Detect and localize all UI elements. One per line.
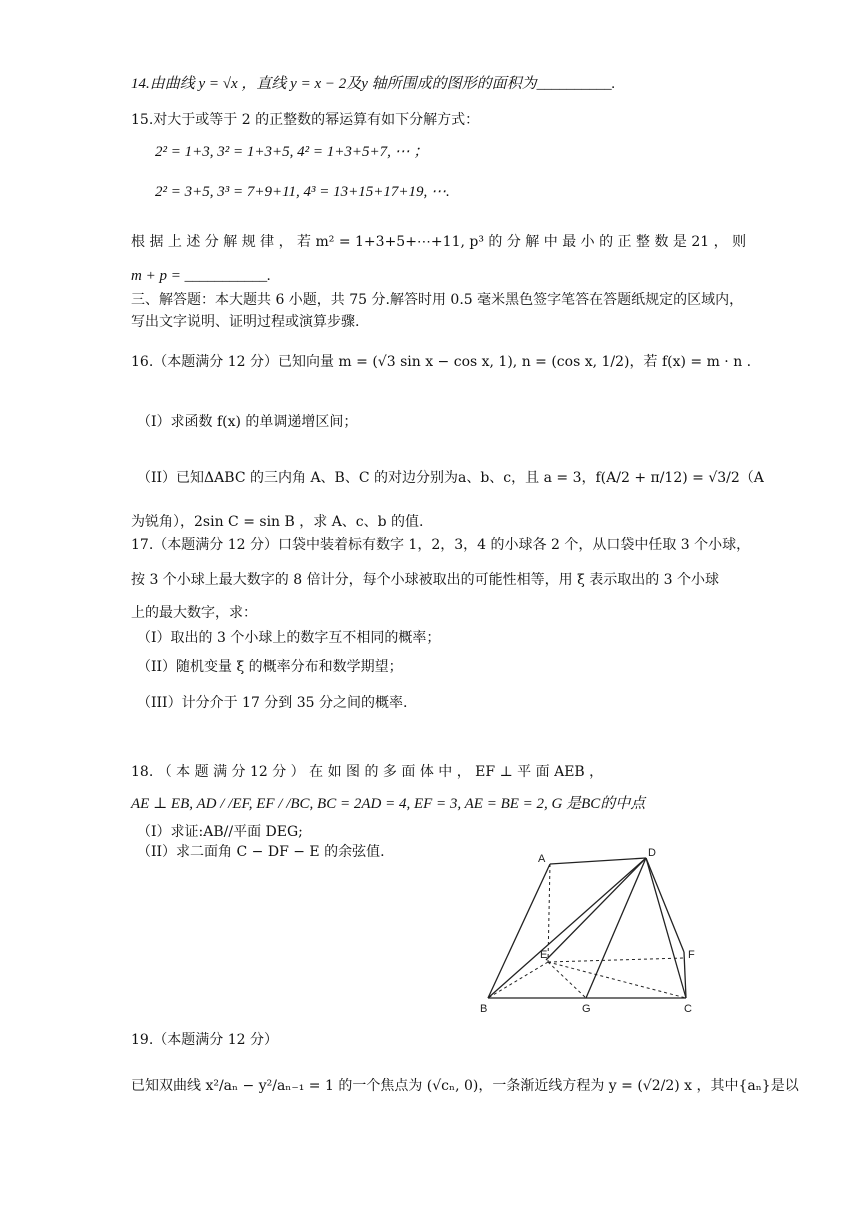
question-17-part-3: （III）计分介于 17 分到 35 分之间的概率. (137, 695, 408, 711)
question-19-heading: 19.（本题满分 12 分） (131, 1032, 278, 1048)
question-15-eq2: 2² = 3+5, 3³ = 7+9+11, 4³ = 13+15+17+19, ⋯. (155, 184, 450, 200)
question-18-part-2: （II）求二面角 C − DF − E 的余弦值. (137, 844, 385, 860)
question-15-eq1: 2² = 1+3, 3² = 1+3+5, 4² = 1+3+5+7, ⋯ ； (155, 144, 429, 160)
question-15-rule: 根 据 上 述 分 解 规 律 ， 若 m² = 1+3+5+⋯+11, p³ 的 分 解 中 最 小 的 正 整 数 是 21 ， 则 (131, 234, 747, 250)
section-3-note: 写出文字说明、证明过程或演算步骤. (131, 314, 360, 330)
section-3-heading: 三、解答题：本大题共 6 小题，共 75 分.解答时用 0.5 毫米黑色签字笔答在答题纸规定的区域内， (131, 292, 744, 308)
vertex-label-c: C (684, 1003, 692, 1015)
question-18-stem-2: AE ⊥ EB, AD / /EF, EF / /BC, BC = 2AD = 4, EF = 3, AE = BE = 2, G 是BC的中点 (131, 796, 646, 812)
question-16-part-2: （II）已知ΔABC 的三内角 A、B、C 的对边分别为a、b、c，且 a = 3，f(A/2 + π/12) = √3/2（A (137, 470, 764, 486)
question-17-part-2: （II）随机变量 ξ 的概率分布和数学期望； (137, 659, 403, 675)
question-18-part-1: （I）求证:AB//平面 DEG; (137, 824, 303, 840)
vertex-label-e: E (540, 949, 548, 961)
question-16-part-2-cont: 为锐角），2sin C = sin B ，求 A、c、b 的值. (131, 514, 424, 530)
vertex-label-f: F (688, 949, 695, 961)
question-16-part-1: （I）求函数 f(x) 的单调递增区间； (137, 414, 358, 430)
question-16-stem: 16.（本题满分 12 分）已知向量 m = (√3 sin x − cos x, 1), n = (cos x, 1/2)，若 f(x) = m · n . (131, 354, 752, 370)
question-17-stem-2: 按 3 个小球上最大数字的 8 倍计分，每个小球被取出的可能性相等，用 ξ 表示取出的 3 个小球 (131, 572, 720, 588)
question-17-part-1: （I）取出的 3 个小球上的数字互不相同的概率； (137, 630, 441, 646)
vertex-label-a: A (538, 853, 546, 865)
question-14: 14.由曲线 y = √x ，直线 y = x − 2及y 轴所围成的图形的面积为__________. (131, 76, 616, 92)
question-19-body: 已知双曲线 x²/aₙ − y²/aₙ₋₁ = 1 的一个焦点为 (√cₙ, 0)，一条渐近线方程为 y = (√2/2) x ，其中{aₙ}是以 (131, 1078, 799, 1094)
question-17-stem-1: 17.（本题满分 12 分）口袋中装着标有数字 1，2，3，4 的小球各 2 个，从口袋中任取 3 个小球， (131, 537, 751, 553)
vertex-label-d: D (648, 847, 656, 859)
question-18-stem-1: 18. （ 本 题 满 分 12 分 ） 在 如 图 的 多 面 体 中 ， EF ⊥ 平 面 AEB ， (131, 764, 604, 780)
question-15-ask: m + p = ___________. (131, 268, 271, 284)
vertex-label-b: B (480, 1003, 488, 1015)
vertex-label-g: G (582, 1003, 591, 1015)
polyhedron-figure (470, 846, 710, 1018)
question-17-stem-3: 上的最大数字，求： (131, 605, 257, 621)
question-15-intro: 15.对大于或等于 2 的正整数的幂运算有如下分解方式： (131, 112, 480, 128)
